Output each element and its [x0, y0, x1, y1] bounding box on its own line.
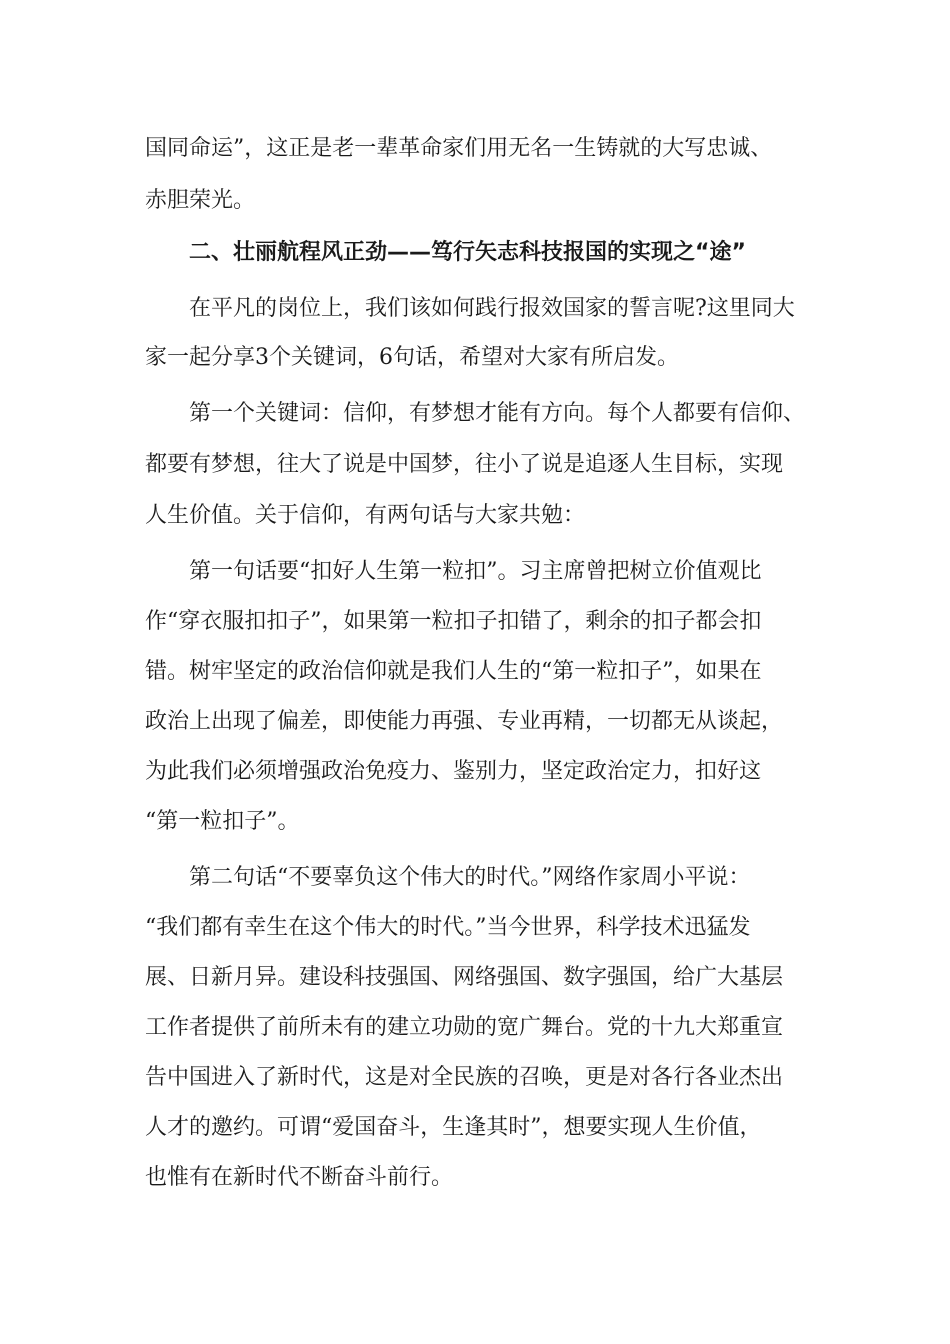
paragraph-line: 第二句话“不要辜负这个伟大的时代。”网络作家周小平说：: [189, 865, 751, 890]
paragraph-line: “第一粒扣子”。: [145, 809, 300, 834]
paragraph-line: “我们都有幸生在这个伟大的时代。”当今世界，科学技术迅猛发: [145, 915, 751, 940]
paragraph-line: 为此我们必须增强政治免疫力、鉴别力，坚定政治定力，扣好这: [145, 759, 762, 784]
paragraph-line: 国同命运”，这正是老一辈革命家们用无名一生铸就的大写忠诚、: [145, 136, 773, 161]
paragraph-line: 作“穿衣服扣扣子”，如果第一粒扣子扣错了，剩余的扣子都会扣: [145, 609, 762, 634]
paragraph-line: 也惟有在新时代不断奋斗前行。: [145, 1165, 454, 1190]
section-heading: 二、壮丽航程风正劲——笃行矢志科技报国的实现之“途”: [189, 240, 746, 265]
paragraph-line: 人才的邀约。可谓“爱国奋斗，生逢其时”，想要实现人生价值，: [145, 1115, 762, 1140]
paragraph-line: 家一起分享3个关键词，6句话，希望对大家有所启发。: [145, 345, 679, 370]
paragraph-line: 工作者提供了前所未有的建立功勋的宽广舞台。党的十九大郑重宣: [145, 1015, 784, 1040]
paragraph-line: 政治上出现了偏差，即使能力再强、专业再精，一切都无从谈起，: [145, 709, 784, 734]
paragraph-line: 错。树牢坚定的政治信仰就是我们人生的“第一粒扣子”，如果在: [145, 659, 762, 684]
paragraph-line: 第一个关键词：信仰，有梦想才能有方向。每个人都要有信仰、: [189, 401, 806, 426]
paragraph-line: 在平凡的岗位上，我们该如何践行报效国家的誓言呢?这里同大: [189, 296, 795, 321]
paragraph-line: 第一句话要“扣好人生第一粒扣”。习主席曾把树立价值观比: [189, 559, 762, 584]
paragraph-line: 告中国进入了新时代，这是对全民族的召唤，更是对各行各业杰出: [145, 1065, 784, 1090]
paragraph-line: 人生价值。关于信仰，有两句话与大家共勉：: [145, 503, 586, 528]
paragraph-line: 展、日新月异。建设科技强国、网络强国、数字强国，给广大基层: [145, 965, 784, 990]
paragraph-line: 都要有梦想，往大了说是中国梦，往小了说是追逐人生目标，实现: [145, 452, 784, 477]
paragraph-line: 赤胆荣光。: [145, 188, 256, 213]
